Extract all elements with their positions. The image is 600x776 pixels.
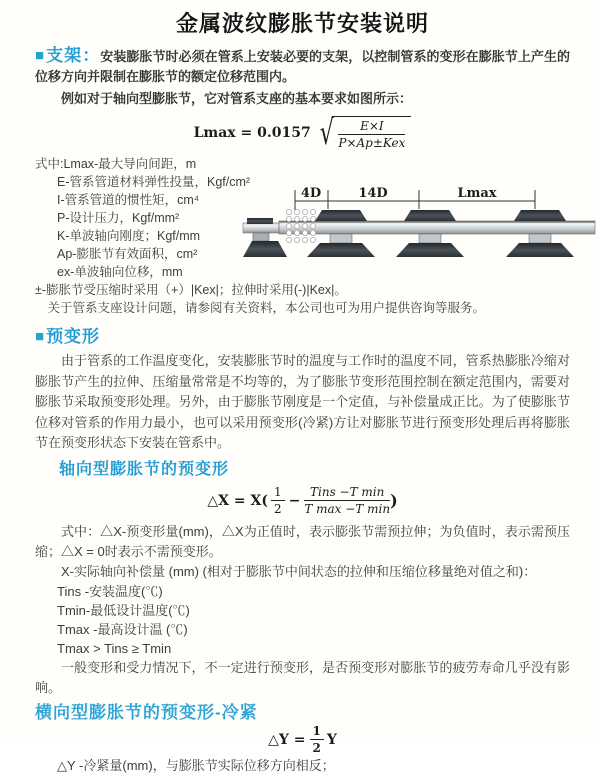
definition-line: Ap-膨胀节有效面积，cm² — [57, 247, 198, 261]
close-paren: ) — [390, 491, 398, 510]
section-square-icon: ■ — [35, 328, 45, 345]
plusminus-note: ±-膨胀节受压缩时采用（+）|Kex|；拉伸时采用(-)|Kex|。 — [35, 283, 347, 297]
sqrt-expression — [316, 113, 412, 153]
axial-note-2: X-实际轴向补偿量 (mm) (相对于膨胀节中间状态的拉伸和压缩位移量绝对值之和)： — [61, 563, 537, 579]
definition-line: I-管系管道的惯性矩，cm⁴ — [57, 193, 200, 207]
sqrt-radical-icon: √ — [319, 113, 334, 153]
formula-lateral-rhs: Y — [326, 731, 337, 748]
predeform-paragraph: 由于管系的工作温度变化，安装膨胀节时的温度与工作时的温度不同，管系热膨胀冷缩对膨胀节产生的拉伸、压缩量常常是不均等的，为了膨胀节变形范围控制在额定范围内，需要对膨胀节采取预变形处理。另外，由于膨胀节刚度是一个定值，与补偿量成正比。为了使膨胀节位移对管系的作用力最小，也可以采用预变形(冷紧)方让对膨胀节进行预变形处理后再将膨胀节在预变形状态下安装在管系中。 — [35, 353, 570, 450]
temp-definition: Tmin-最低设计温度(℃) — [57, 602, 190, 618]
formula-lateral-lhs: △Y = — [268, 731, 306, 748]
fraction-numerator: Tins −T min — [304, 485, 390, 501]
dimension-label-4d: 4D — [300, 186, 322, 201]
minus-operator: − — [288, 492, 301, 509]
dimension-line — [295, 190, 535, 213]
service-note: 关于管系支座设计问题，请参阅有关资料，本公司也可为用户提供咨询等服务。 — [47, 301, 486, 315]
axial-note-1: 式中：△X-预变形量(mm)，△X为正值时，表示膨张节需预拉伸；为负值时，表示需预压缩；△X = 0时表示不需预变形。 — [35, 523, 570, 559]
support-example-line: 例如对于轴向型膨胀节，它对管系支座的基本要求如图所示： — [61, 91, 413, 106]
support-section-intro — [35, 46, 570, 87]
formula-lmax-fraction — [338, 119, 405, 151]
page-title: 金属波纹膨胀节安装说明 — [175, 11, 429, 36]
axial-note-3: 一般变形和受力情况下，不一定进行预变形，是否预变形对膨胀节的疲劳寿命几乎没有影响。 — [35, 659, 570, 695]
temp-relation: Tmax > Tins ≥ Tmin — [57, 640, 172, 656]
temp-definition: Tins -安装温度(℃) — [57, 583, 163, 599]
pipe-support-diagram — [243, 181, 595, 263]
dimension-label-lmax: Lmax — [457, 186, 497, 201]
definition-line: K-单波轴向刚度；Kgf/mm — [57, 229, 201, 243]
definition-line: E-管系管道材料弹性投量，Kgf/cm² — [57, 175, 251, 189]
fraction-numerator: E×I — [338, 119, 405, 135]
dimension-label-14d: 14D — [358, 186, 388, 201]
formula-lateral-coldpull — [35, 723, 570, 755]
lateral-note: △Y -冷紧量(mm)，与膨胀节实际位移方向相反； — [57, 757, 335, 773]
fraction-denominator: 2 — [273, 502, 282, 516]
predeform-section-heading: 预变形 — [46, 327, 101, 346]
fraction-denominator: 2 — [312, 741, 321, 755]
one-half-fraction — [310, 724, 324, 756]
support-section-heading: 支架： — [46, 46, 101, 65]
definition-line: P-设计压力，Kgf/mm² — [57, 211, 180, 225]
axial-subsection-heading: 轴向型膨胀节的预变形 — [59, 460, 230, 478]
definition-line: 式中:Lmax-最大导向间距，m — [35, 157, 197, 171]
support-intro-text: 安装膨胀节时必须在管系上安装必要的支架，以控制管系的变形在膨胀节上产生的位移方向并限制在膨胀节的额定位移范围内。 — [35, 49, 570, 84]
formula-axial-predeform — [35, 484, 570, 518]
definition-line: ex-单波轴向位移，mm — [57, 265, 183, 279]
temp-definition: Tmax -最高设计温 (℃) — [57, 621, 188, 637]
one-half-fraction — [271, 485, 285, 517]
definitions-block — [35, 155, 570, 318]
lateral-subsection-heading: 横向型膨胀节的预变形-冷紧 — [35, 702, 258, 722]
predeform-section-heading-row — [35, 326, 570, 349]
formula-lmax-lhs: Lmax = 0.0157 — [193, 125, 311, 141]
fraction-denominator: P×Ap±Kex — [338, 136, 406, 150]
formula-axial-lhs: △X = X( — [207, 492, 268, 509]
formula-lmax — [35, 115, 570, 151]
temperature-fraction — [304, 485, 390, 517]
fraction-numerator: 1 — [310, 724, 324, 740]
sqrt-radicand — [332, 116, 411, 151]
fraction-numerator: 1 — [271, 485, 285, 501]
section-square-icon: ■ — [35, 47, 45, 64]
fraction-denominator: T max −T min — [304, 502, 391, 516]
